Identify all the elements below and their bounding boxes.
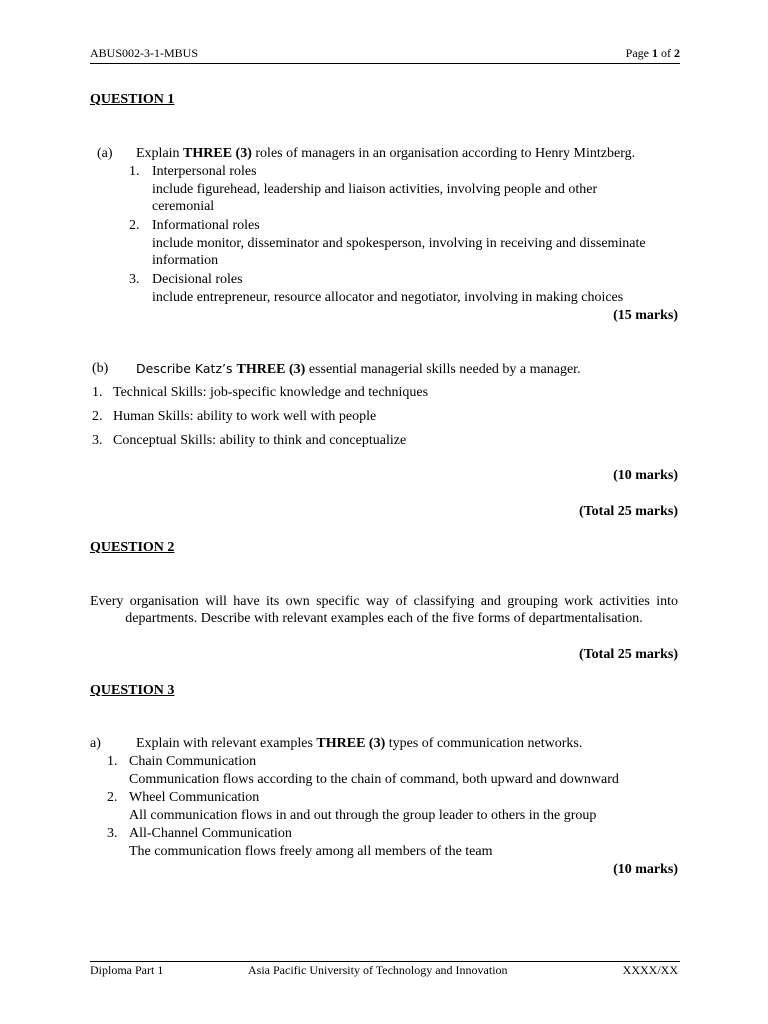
q1a-marks: (15 marks) [613, 308, 678, 323]
q1a-item-num: 3. [129, 272, 140, 287]
q3a-item-desc: Communication flows according to the chain of command, both upward and downward [129, 772, 619, 787]
q2-paragraph: Every organisation will have its own specific way of classifying and grouping work activities into departments. Describe with relevant examples each of the five forms of departmentalisation. [90, 594, 678, 626]
q1-total-marks: (Total 25 marks) [578, 504, 678, 519]
page-indicator [626, 46, 680, 61]
question-3-title: QUESTION 3 [90, 683, 175, 698]
q1a-item-desc: ceremonial [152, 199, 215, 214]
q1a-item-desc: include figurehead, leadership and liaison activities, involving people and other [152, 182, 598, 197]
q1a-item-desc: include entrepreneur, resource allocator and negotiator, involving in making choices [152, 290, 624, 305]
footer-left: Diploma Part 1 [90, 963, 164, 977]
q1b-prompt-post: essential managerial skills needed by a manager. [305, 362, 581, 377]
q1b-item-text: Human Skills: ability to work well with people [113, 409, 377, 424]
header-divider [90, 63, 680, 64]
q1a-item-desc: information [152, 253, 219, 268]
q3a-item-desc: The communication flows freely among all members of the team [129, 844, 493, 859]
q2-total-marks: (Total 25 marks) [578, 647, 678, 662]
q3a-item-num: 1. [107, 754, 118, 769]
q1a-prompt-pre: Explain [136, 146, 184, 161]
q1b-prompt-pre: Describe Katz’s [136, 361, 237, 376]
page-total: 2 [674, 46, 680, 60]
q3a-label: a) [90, 736, 101, 751]
q1a-label: (a) [97, 146, 113, 161]
q3a-item-num: 3. [107, 826, 118, 841]
page-prefix: Page [625, 46, 649, 60]
q1b-item-text: Conceptual Skills: ability to think and conceptualize [113, 433, 407, 448]
q1a-prompt-post: roles of managers in an organisation according to Henry Mintzberg. [251, 146, 636, 161]
q3a-item-desc: All communication flows in and out through the group leader to others in the group [129, 808, 597, 823]
q3a-prompt [136, 736, 582, 752]
q1b-prompt-bold: THREE (3) [236, 362, 306, 377]
q1a-item-title: Decisional roles [152, 272, 243, 287]
q1b-prompt [136, 361, 581, 378]
q1b-item-num: 2. [92, 409, 103, 424]
q1b-item-text: Technical Skills: job-specific knowledge and techniques [113, 385, 429, 400]
q1a-item-title: Informational roles [152, 218, 260, 233]
footer-right: XXXX/XX [622, 963, 678, 977]
footer-divider [90, 961, 680, 962]
q3a-prompt-pre: Explain with relevant examples [136, 736, 317, 751]
q3a-item-title: Chain Communication [129, 754, 257, 769]
footer-center: Asia Pacific University of Technology and Innovation [248, 963, 508, 977]
q1a-item-desc: include monitor, disseminator and spokesperson, involving in receiving and disseminate [152, 236, 646, 251]
q1b-item-num: 1. [92, 385, 103, 400]
q1b-label: (b) [92, 361, 109, 376]
q1a-item-num: 2. [129, 218, 140, 233]
q3a-marks: (10 marks) [613, 862, 678, 877]
q3a-item-title: All-Channel Communication [129, 826, 292, 841]
q3a-item-num: 2. [107, 790, 118, 805]
q3a-prompt-post: types of communication networks. [385, 736, 583, 751]
question-2-title: QUESTION 2 [90, 540, 175, 555]
page-number: 1 [652, 46, 658, 60]
q3a-prompt-bold: THREE (3) [316, 736, 386, 751]
question-1-title: QUESTION 1 [90, 92, 175, 107]
q1a-prompt-bold: THREE (3) [183, 146, 252, 161]
course-code: ABUS002-3-1-MBUS [90, 46, 199, 60]
q3a-item-title: Wheel Communication [129, 790, 260, 805]
page-of: of [661, 46, 671, 60]
q1b-item-num: 3. [92, 433, 103, 448]
q1a-item-title: Interpersonal roles [152, 164, 257, 179]
q1a-prompt [136, 146, 635, 162]
q1a-item-num: 1. [129, 164, 140, 179]
q1b-marks: (10 marks) [613, 468, 678, 483]
